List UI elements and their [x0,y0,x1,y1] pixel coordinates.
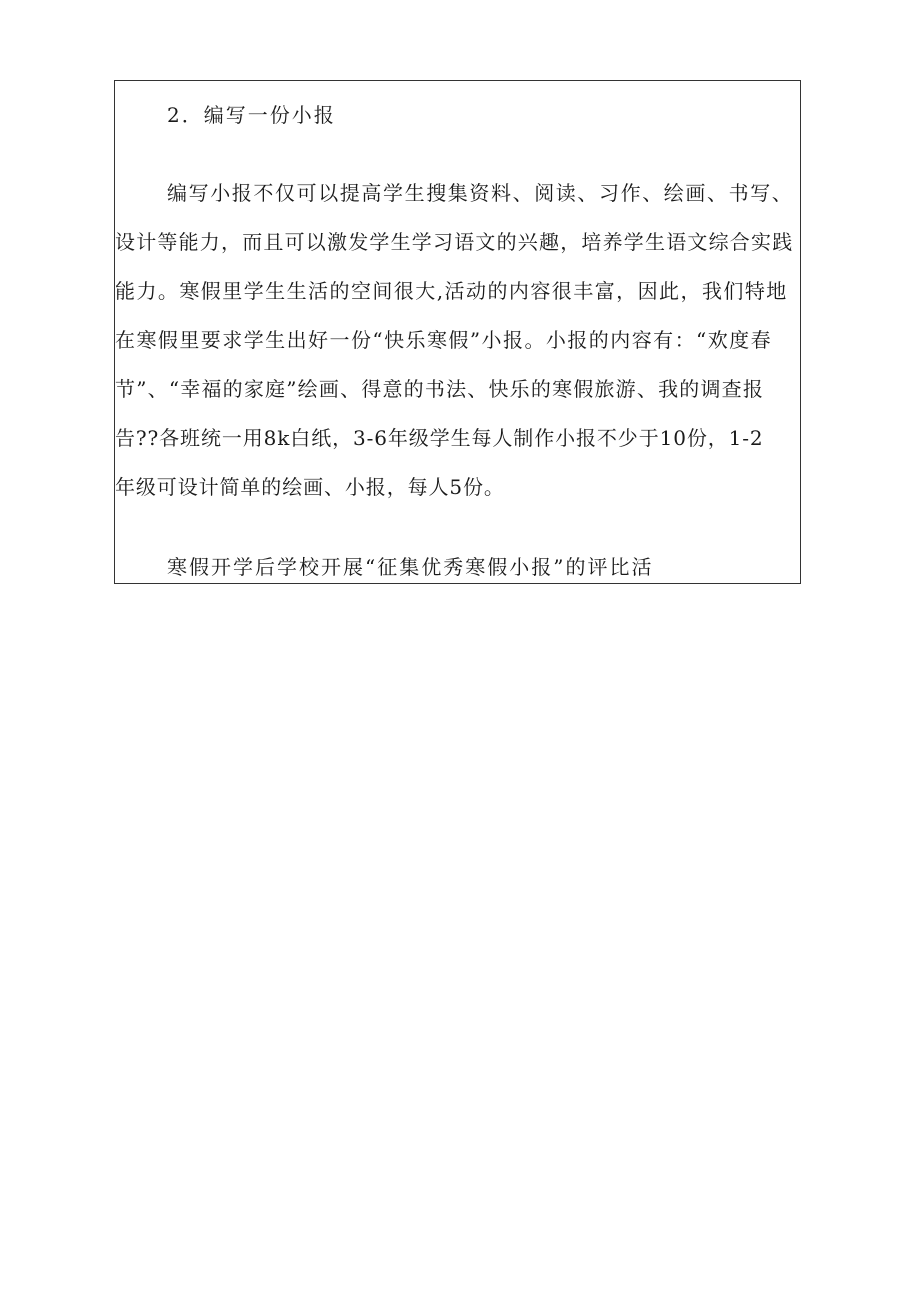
trailing-sentence: 寒假开学后学校开展“征集优秀寒假小报”的评比活 [167,555,654,579]
paragraph-line: 能力。寒假里学生生活的空间很大,活动的内容很丰富，因此，我们特地 [115,279,788,303]
paragraph-line: 在寒假里要求学生出好一份“快乐寒假”小报。小报的内容有：“欢度春 [115,328,773,352]
paragraph-line: 告??各班统一用8k白纸，3-6年级学生每人制作小报不少于10份，1-2 [115,426,764,450]
paragraph-line: 年级可设计简单的绘画、小报，每人5份。 [115,475,505,499]
paragraph-line: 节”、“幸福的家庭”绘画、得意的书法、快乐的寒假旅游、我的调查报 [115,377,765,401]
paragraph-line: 编写小报不仅可以提高学生搜集资料、阅读、习作、绘画、书写、 [167,181,794,205]
section-heading: 2．编写一份小报 [167,103,336,127]
paragraph-line: 设计等能力，而且可以激发学生学习语文的兴趣，培养学生语文综合实践 [115,230,794,254]
content-box [114,80,801,584]
